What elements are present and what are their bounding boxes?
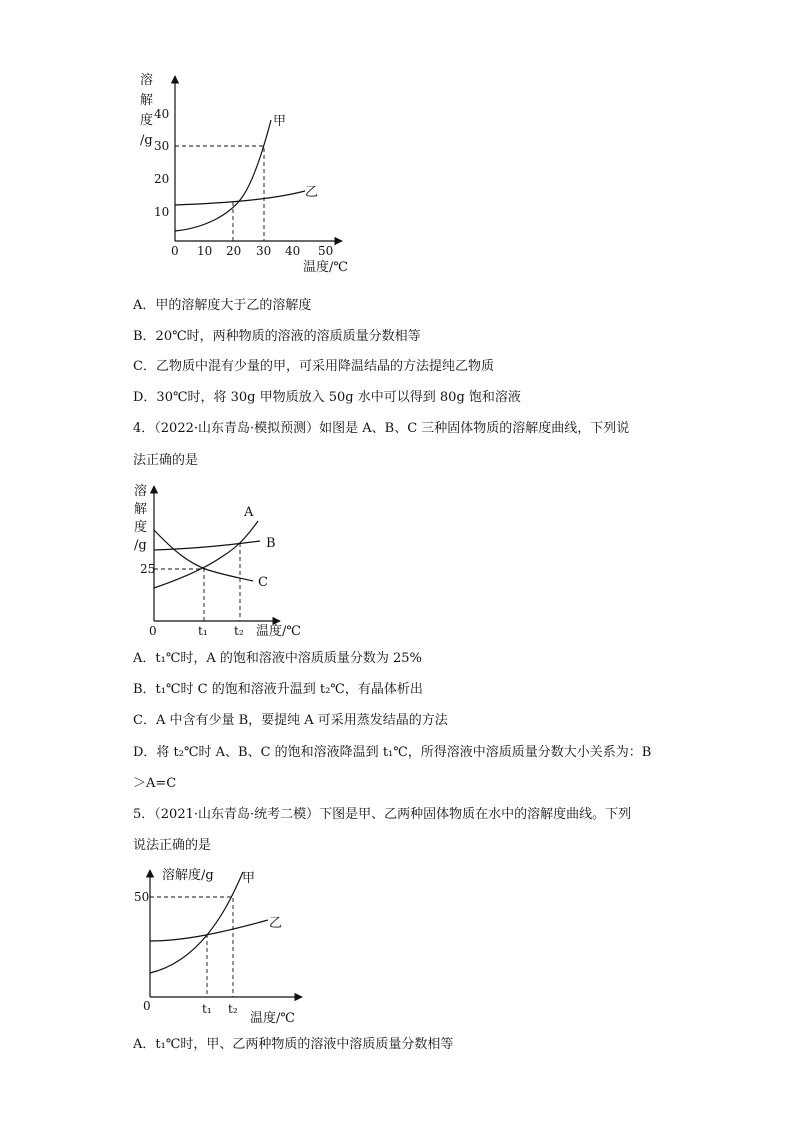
q4-ytick-25: 25 bbox=[140, 562, 156, 576]
q4-stem-line2: 法正确的是 bbox=[133, 453, 199, 468]
q4-option-d-cont: ＞A=C bbox=[133, 776, 177, 791]
q3-ytick-40: 40 bbox=[154, 107, 170, 121]
q4-series-label-b: B bbox=[266, 536, 276, 551]
q3-option-c: C．乙物质中混有少量的甲，可采用降温结晶的方法提纯乙物质 bbox=[133, 359, 494, 374]
q3-xtick-50: 50 bbox=[318, 244, 334, 258]
q4-option-c: C．A 中含有少量 B，要提纯 A 可采用蒸发结晶的方法 bbox=[133, 713, 448, 728]
q5-curve-yi bbox=[150, 920, 268, 941]
q3-curve-yi bbox=[175, 191, 305, 205]
q4-curve-c bbox=[154, 530, 253, 581]
q3-xtick-20: 20 bbox=[226, 244, 242, 258]
q3-origin: 0 bbox=[171, 244, 179, 258]
q3-series-label-jia: 甲 bbox=[273, 114, 287, 129]
q5-xtick-t1: t₁ bbox=[202, 1002, 212, 1016]
q3-guide-30 bbox=[175, 146, 264, 241]
q5-series-label-jia: 甲 bbox=[242, 871, 256, 886]
q4-ylabel-2: 度 bbox=[134, 520, 148, 535]
q4-option-b: B．t₁℃时 C 的饱和溶液升温到 t₂℃，有晶体析出 bbox=[133, 682, 423, 697]
q4-series-label-a: A bbox=[244, 505, 254, 520]
q3-ytick-30: 30 bbox=[154, 139, 170, 153]
q4-solubility-chart bbox=[128, 478, 318, 643]
q3-option-b: B．20℃时，两种物质的溶液的溶质质量分数相等 bbox=[133, 329, 421, 344]
q3-xtick-40: 40 bbox=[285, 244, 301, 258]
q5-xlabel: 温度/℃ bbox=[250, 1011, 295, 1026]
q4-series-label-c: C bbox=[258, 575, 268, 590]
q3-solubility-chart bbox=[130, 62, 370, 277]
q5-stem-line2: 说法正确的是 bbox=[133, 838, 212, 853]
q4-origin: 0 bbox=[149, 624, 157, 638]
q5-ylabel: 溶解度/g bbox=[162, 868, 214, 883]
q3-xlabel: 温度/℃ bbox=[303, 260, 348, 275]
q4-xtick-t2: t₂ bbox=[234, 624, 244, 638]
q4-option-a: A．t₁℃时，A 的饱和溶液中溶质质量分数为 25% bbox=[133, 651, 422, 666]
q5-ytick-50: 50 bbox=[134, 890, 150, 904]
q4-ylabel-0: 溶 bbox=[134, 484, 148, 499]
q4-ylabel-1: 解 bbox=[134, 502, 148, 517]
q4-xlabel: 温度/℃ bbox=[256, 624, 301, 639]
q4-option-d: D．将 t₂℃时 A、B、C 的饱和溶液降温到 t₁℃，所得溶液中溶质质量分数大小关系为：B bbox=[133, 745, 652, 760]
q3-option-a: A．甲的溶解度大于乙的溶解度 bbox=[133, 298, 312, 313]
q4-stem-line1: 4．（2022·山东青岛·模拟预测）如图是 A、B、C 三种固体物质的溶解度曲线，下列说 bbox=[133, 421, 630, 436]
q4-guide-t1 bbox=[154, 569, 204, 621]
q5-stem-line1: 5．（2021·山东青岛·统考二模）下图是甲、乙两种固体物质在水中的溶解度曲线。下列 bbox=[133, 807, 632, 822]
q5-xtick-t2: t₂ bbox=[228, 1002, 238, 1016]
q5-guide-t2 bbox=[150, 897, 233, 997]
q3-option-d: D．30℃时，将 30g 甲物质放入 50g 水中可以得到 80g 饱和溶液 bbox=[133, 390, 521, 405]
q3-ytick-10: 10 bbox=[154, 205, 170, 219]
q3-ylabel-0: 溶 bbox=[140, 73, 154, 88]
q5-curve-jia bbox=[150, 872, 243, 973]
q4-ylabel-3: /g bbox=[134, 538, 147, 553]
q3-xtick-10: 10 bbox=[197, 244, 213, 258]
q3-series-label-yi: 乙 bbox=[305, 185, 319, 200]
q5-origin: 0 bbox=[143, 999, 151, 1013]
q3-ylabel-3: /g bbox=[140, 133, 153, 148]
q3-ytick-20: 20 bbox=[154, 172, 170, 186]
q3-curve-jia bbox=[175, 120, 271, 231]
q3-ylabel-1: 解 bbox=[140, 93, 154, 108]
q5-solubility-chart bbox=[130, 862, 320, 1030]
q4-curve-a bbox=[154, 521, 258, 588]
q5-option-a: A．t₁℃时，甲、乙两种物质的溶液中溶质质量分数相等 bbox=[133, 1037, 454, 1052]
q4-xtick-t1: t₁ bbox=[198, 624, 208, 638]
q3-xtick-30: 30 bbox=[256, 244, 272, 258]
q3-ylabel-2: 度 bbox=[140, 113, 154, 128]
q5-series-label-yi: 乙 bbox=[269, 916, 283, 931]
